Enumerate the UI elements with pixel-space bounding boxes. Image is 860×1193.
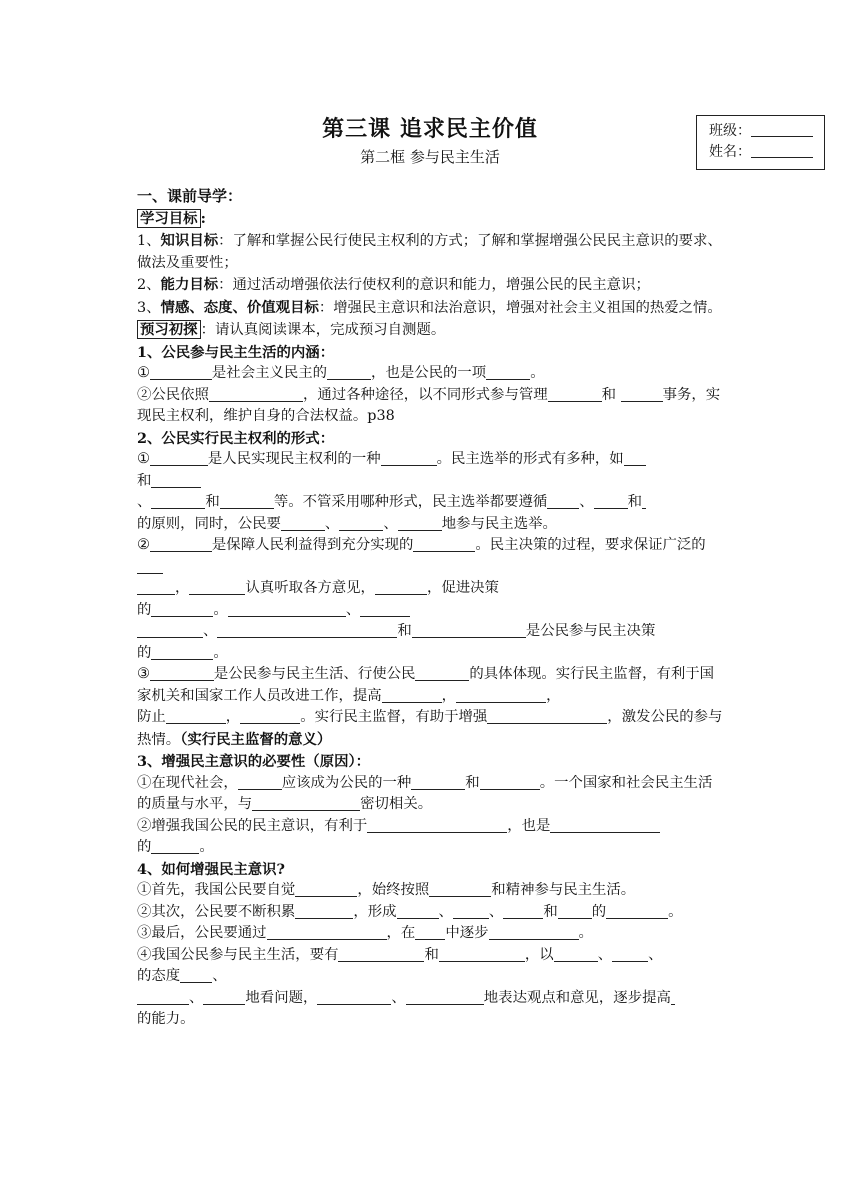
blank[interactable] [150,364,212,380]
preview-box: 预习初探 [137,320,201,339]
blank[interactable] [240,708,300,724]
blank[interactable] [554,946,598,962]
blank[interactable] [594,493,628,509]
blank[interactable] [203,989,245,1005]
blank[interactable] [137,558,163,574]
blank[interactable] [548,386,602,402]
blank[interactable] [220,493,274,509]
blank[interactable] [406,989,484,1005]
blank[interactable] [151,601,213,617]
blank[interactable] [411,774,465,790]
blank[interactable] [151,493,205,509]
q1-line-1: ① 是社会主义民主的 ，也是公民的一项 。 [137,365,545,381]
blank[interactable] [550,817,660,833]
blank[interactable] [151,644,213,660]
blank[interactable] [547,493,579,509]
blank[interactable] [398,515,442,531]
goal-1: 1、知识目标：了解和掌握公民行使民主权利的方式；了解和掌握增强公民民主意识的要求、做法及重要性； [137,232,722,271]
blank[interactable] [150,536,212,552]
blank[interactable] [180,967,212,983]
page-title: 第三课 追求民主价值 [322,116,538,142]
blank[interactable] [209,386,303,402]
blank[interactable] [338,946,424,962]
name-label: 姓名： [709,144,751,160]
goal-2: 2、能力目标：通过活动增强依法行使权利的意识和能力，增强公民的民主意识； [137,276,650,293]
q4-heading: 4、如何增强民主意识? [137,860,285,878]
blank[interactable] [489,924,579,940]
blank[interactable] [412,622,526,638]
blank[interactable] [151,838,199,854]
worksheet-content: 一、课前导学： 学习目标 : 1、知识目标：了解和掌握公民行使民主权利的方式；了解和掌握增强公民民主意识的要求、做法及重要性； 2、能力目标：通过活动增强依法行使权利的意识和能力，增强公民的民主意识； 3、情感、态度、价值观目标：增强民主意识和法治意识，增强对社会主义祖国的热爱之情。 预习初探 ：请认真阅读课本，完成预习自测题。 1、公民参与民主生活的内涵： ① 是社会主义民主的 ，也是公民的一项 。 ②公民依照 ，通过各种途径，以不同形式参与管理 和 事务，实现民主权利，维护自身的合法权益。p38 2、公民实行民主权利的形式： ① 是人民实现民主权利的一种 。民主选举的形式有多种，如 和 、 和 等。不管采用哪种形式，民主选举都要遵循 、 和 的原则，同时，公民要 、 、 地参与民主选举。 ② 是保障人民利益得到充分实现的 。民主决策的过程，要求保证广泛的 ， 认真听取各方意见， ，促进决策 的 。 、 、 和 是公民参与民主决策 的 。 ③ 是公民参与民主生活、行使公民 的具体体现。实行民主监督，有利于国家机关和国家工作人员改进工作，提高 ， ， 防止 ， 。实行民主监督，有助于增强 ，激发公民的参与热情。（实行民主监督的意义） 3、增强民主意识的必要性（原因）： ①在现代社会， 应该成为公民的一种 和 。一个国家和社会民主生活的质量与水平，与 密切相关。 ②增强我国公民的民主意识，有利于 ，也是 的 。 4、如何增强民主意识? ①首先，我国公民要自觉 ，始终按照 和精神参与民主生活。 ②其次，公民要不断积累 ，形成 、 、 和 的 。 ③最后，公民要通过 ，在 中逐步 。 ④我国公民参与民主生活，要有 和 ，以 、 、 的态度 、 、 地看问题， 、 地表达观点和意见，逐步提高 的能力。 [137,187,723,1027]
blank[interactable] [295,903,353,919]
blank[interactable] [381,450,437,466]
blank[interactable] [429,881,491,897]
blank[interactable] [558,903,592,919]
blank[interactable] [415,924,445,940]
blank[interactable] [217,622,397,638]
blank[interactable] [642,493,646,509]
blank[interactable] [413,536,475,552]
blank[interactable] [456,687,546,703]
preview-line: 预习初探 ：请认真阅读课本，完成预习自测题。 [137,319,723,342]
blank[interactable] [612,946,648,962]
goal-3: 3、情感、态度、价值观目标：增强民主意识和法治意识，增强对社会主义祖国的热爱之情。 [137,298,722,316]
blank[interactable] [327,364,371,380]
blank[interactable] [367,817,507,833]
blank[interactable] [151,472,201,488]
blank[interactable] [360,601,410,617]
blank[interactable] [137,989,189,1005]
q3-heading: 3、增强民主意识的必要性（原因）： [137,753,371,770]
goals-box: 学习目标 [137,209,201,228]
name-field[interactable] [709,142,824,163]
blank[interactable] [621,386,663,402]
blank[interactable] [238,774,282,790]
blank[interactable] [189,579,245,595]
class-label: 班级： [709,123,751,139]
blank[interactable] [439,946,525,962]
class-field[interactable] [709,121,824,142]
blank[interactable] [480,774,540,790]
q1-heading: 1、公民参与民主生活的内涵： [137,343,335,361]
blank[interactable] [415,665,469,681]
page-subtitle: 第二框 参与民主生活 [360,148,500,166]
blank[interactable] [150,665,214,681]
name-blank[interactable] [751,143,813,158]
blank[interactable] [606,903,668,919]
blank[interactable] [317,989,391,1005]
class-name-box [696,115,825,170]
blank[interactable] [671,989,675,1005]
blank[interactable] [486,364,530,380]
blank[interactable] [382,687,442,703]
blank[interactable] [137,622,203,638]
blank[interactable] [150,450,208,466]
blank[interactable] [267,924,387,940]
blank[interactable] [339,515,383,531]
blank[interactable] [487,708,607,724]
blank[interactable] [252,795,360,811]
blank[interactable] [503,903,543,919]
blank[interactable] [166,708,226,724]
blank[interactable] [453,903,489,919]
blank[interactable] [228,601,346,617]
blank[interactable] [281,515,325,531]
blank[interactable] [397,903,439,919]
q1-line-2: ②公民依照 ，通过各种途径，以不同形式参与管理 和 事务，实现民主权利，维护自身的合法权益。p38 [137,386,721,424]
section-heading: 一、课前导学： [137,187,243,205]
blank[interactable] [137,579,175,595]
blank[interactable] [295,881,357,897]
class-blank[interactable] [751,122,813,137]
q2-heading: 2、公民实行民主权利的形式： [137,429,335,447]
blank[interactable] [375,579,427,595]
blank[interactable] [624,450,646,466]
